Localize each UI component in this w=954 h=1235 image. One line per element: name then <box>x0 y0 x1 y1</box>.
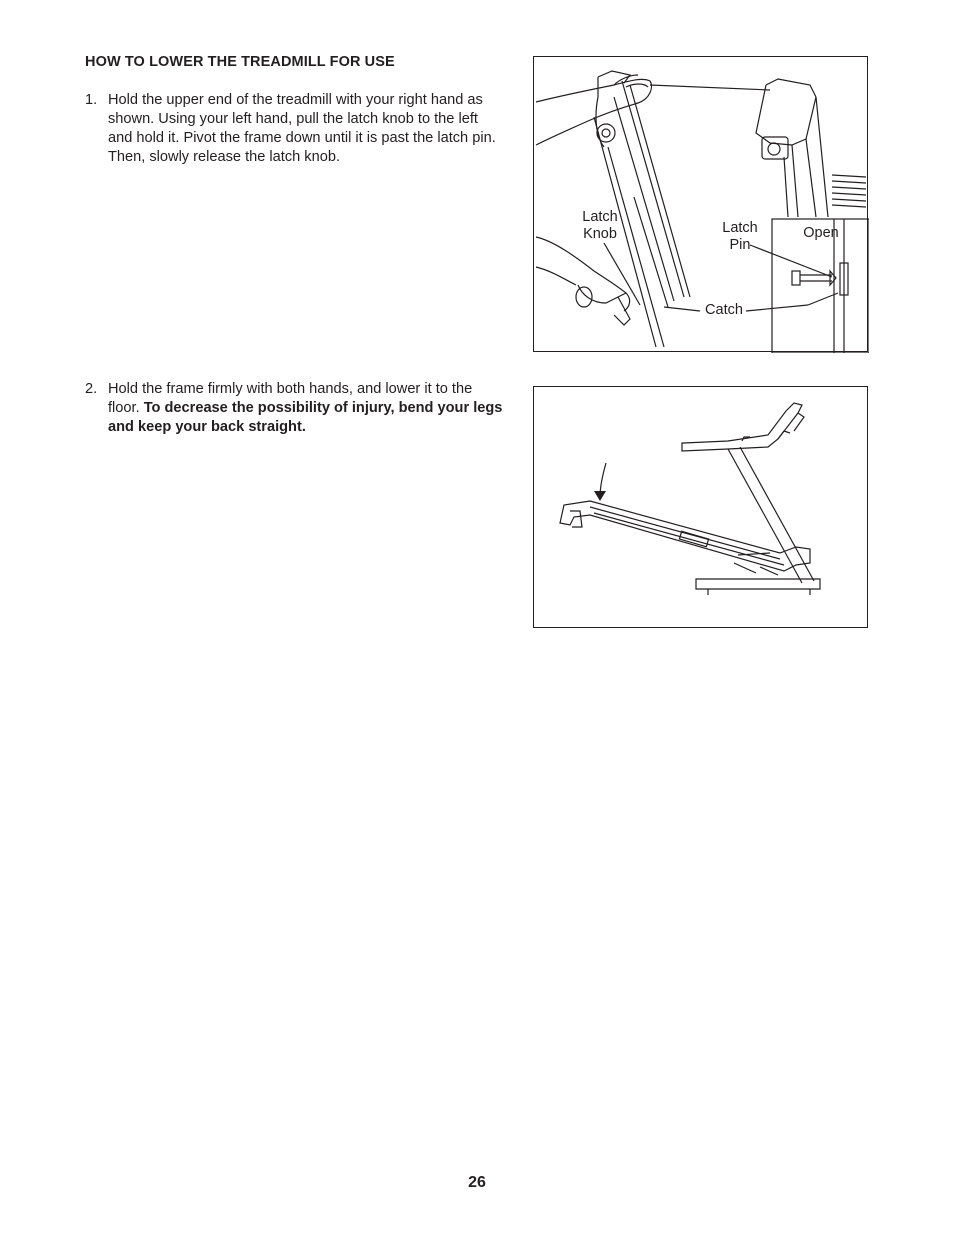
catch-label: Catch <box>705 302 743 318</box>
latch-pin-label: Latch Pin <box>722 220 758 253</box>
step-text: Hold the upper end of the treadmill with your right hand as shown. Using your left hand, pull the latch knob to the left and hold it. Pivot the frame down until it is past the latch pin. Then, slowly release the latch knob. <box>108 92 496 165</box>
treadmill-lowering-illustration <box>534 387 869 629</box>
step-text <box>108 380 505 437</box>
page-number: 26 <box>468 1174 486 1191</box>
figure-raise-latch <box>533 56 868 352</box>
open-label: Open <box>803 225 839 241</box>
figure-lower-frame <box>533 386 868 628</box>
section-heading: HOW TO LOWER THE TREADMILL FOR USE <box>85 54 395 70</box>
step-instruction: Hold the frame firmly with both hands, and lower it to the floor. <box>108 381 473 416</box>
latch-knob-label: Latch Knob <box>582 209 618 242</box>
step-2 <box>85 380 505 437</box>
step-1 <box>85 91 505 167</box>
step-number: 2. <box>85 381 98 397</box>
safety-warning: To decrease the possibility of injury, bend your legs and keep your back straight. <box>108 400 503 435</box>
step-number: 1. <box>85 92 98 108</box>
